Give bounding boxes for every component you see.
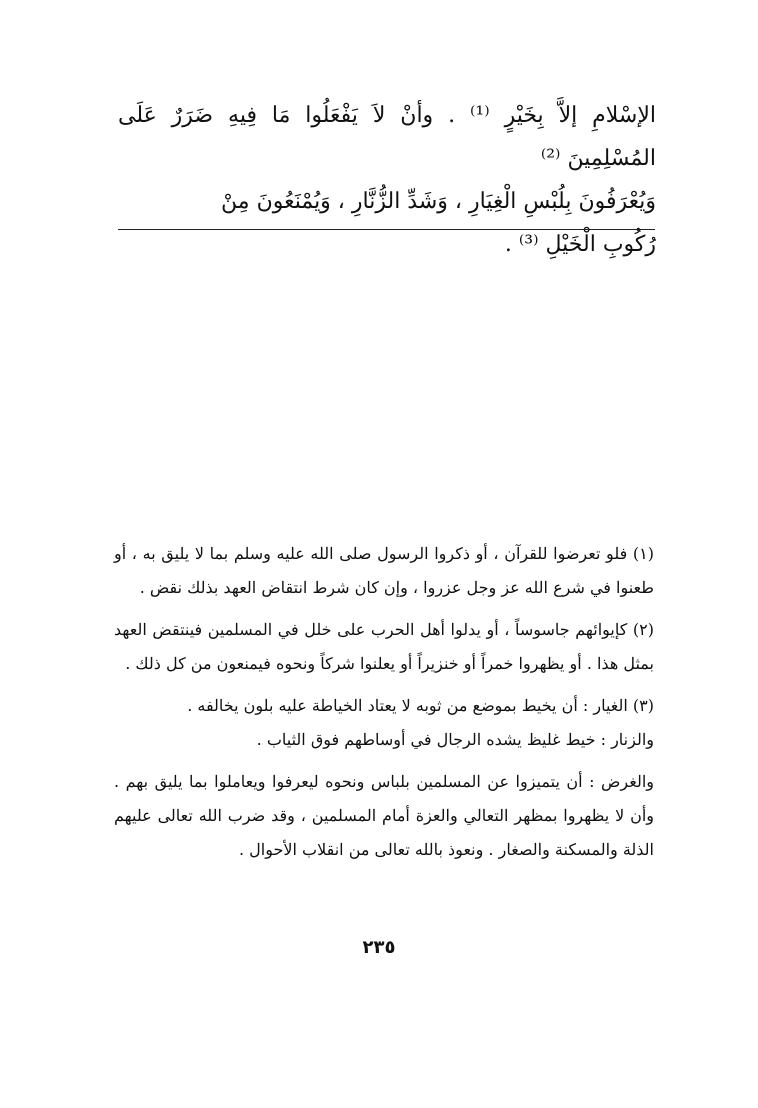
main-text-block — [118, 94, 656, 266]
main-text-line-2: وَيُعْرَفُونَ بِلُبْسِ الْغِيَارِ ، وَشَدِّ الزُّنَّارِ ، وَيُمْنَعُونَ مِنْ — [221, 189, 656, 214]
footnote-2: (٢) كإيوائهم جاسوساً ، أو يدلوا أهل الحرب على خلل في المسلمين فينتقض العهد بمثل هذا . أو يظهروا خمراً أو خنزيراً أو يعلنوا شركاً ونحوه فيمنعون من كل ذلك . — [114, 620, 654, 673]
footnote-1: (١) فلو تعرضوا للقرآن ، أو ذكروا الرسول صلى الله عليه وسلم بما لا يليق به ، أو طعنوا في شرع الله عز وجل عزروا ، وإن كان شرط انتقاض العهد بذلك نقض . — [114, 544, 654, 597]
footnotes-block — [114, 537, 654, 875]
footnote-separator-line — [118, 229, 655, 230]
footnote-3-ghiyar: (٣) الغيار : أن يخيط بموضع من ثوبه لا يعتاد الخياطة عليه بلون يخالفه . — [187, 696, 654, 715]
footnote-3-purpose: والغرض : أن يتميزوا عن المسلمين بلباس ونحوه ليعرفوا ويعاملوا بما يليق بهم . وأن لا يظهروا بمظهر التعالي والعزة أمام المسلمين ، وقد ضرب الله تعالى عليهم الذلة والمسكنة والصغار . ونعوذ بالله تعالى من انقلاب الأحوال . — [114, 772, 654, 859]
main-text-line-1: الإسْلامِ إلاَّ بِخَيْرٍ ⁽¹⁾ . وأنْ لاَ يَفْعَلُوا مَا فِيهِ ضَرَرٌ عَلَى المُسْلِمِينَ ⁽²⁾ — [118, 103, 656, 171]
footnote-3-zunnar: والزنار : خيط غليظ يشده الرجال في أوساطهم فوق الثياب . — [256, 730, 654, 749]
main-text-line-3: رُكُوبِ الْخَيْلِ ⁽³⁾ . — [504, 232, 656, 257]
page-number: ٢٣٥ — [362, 937, 396, 958]
